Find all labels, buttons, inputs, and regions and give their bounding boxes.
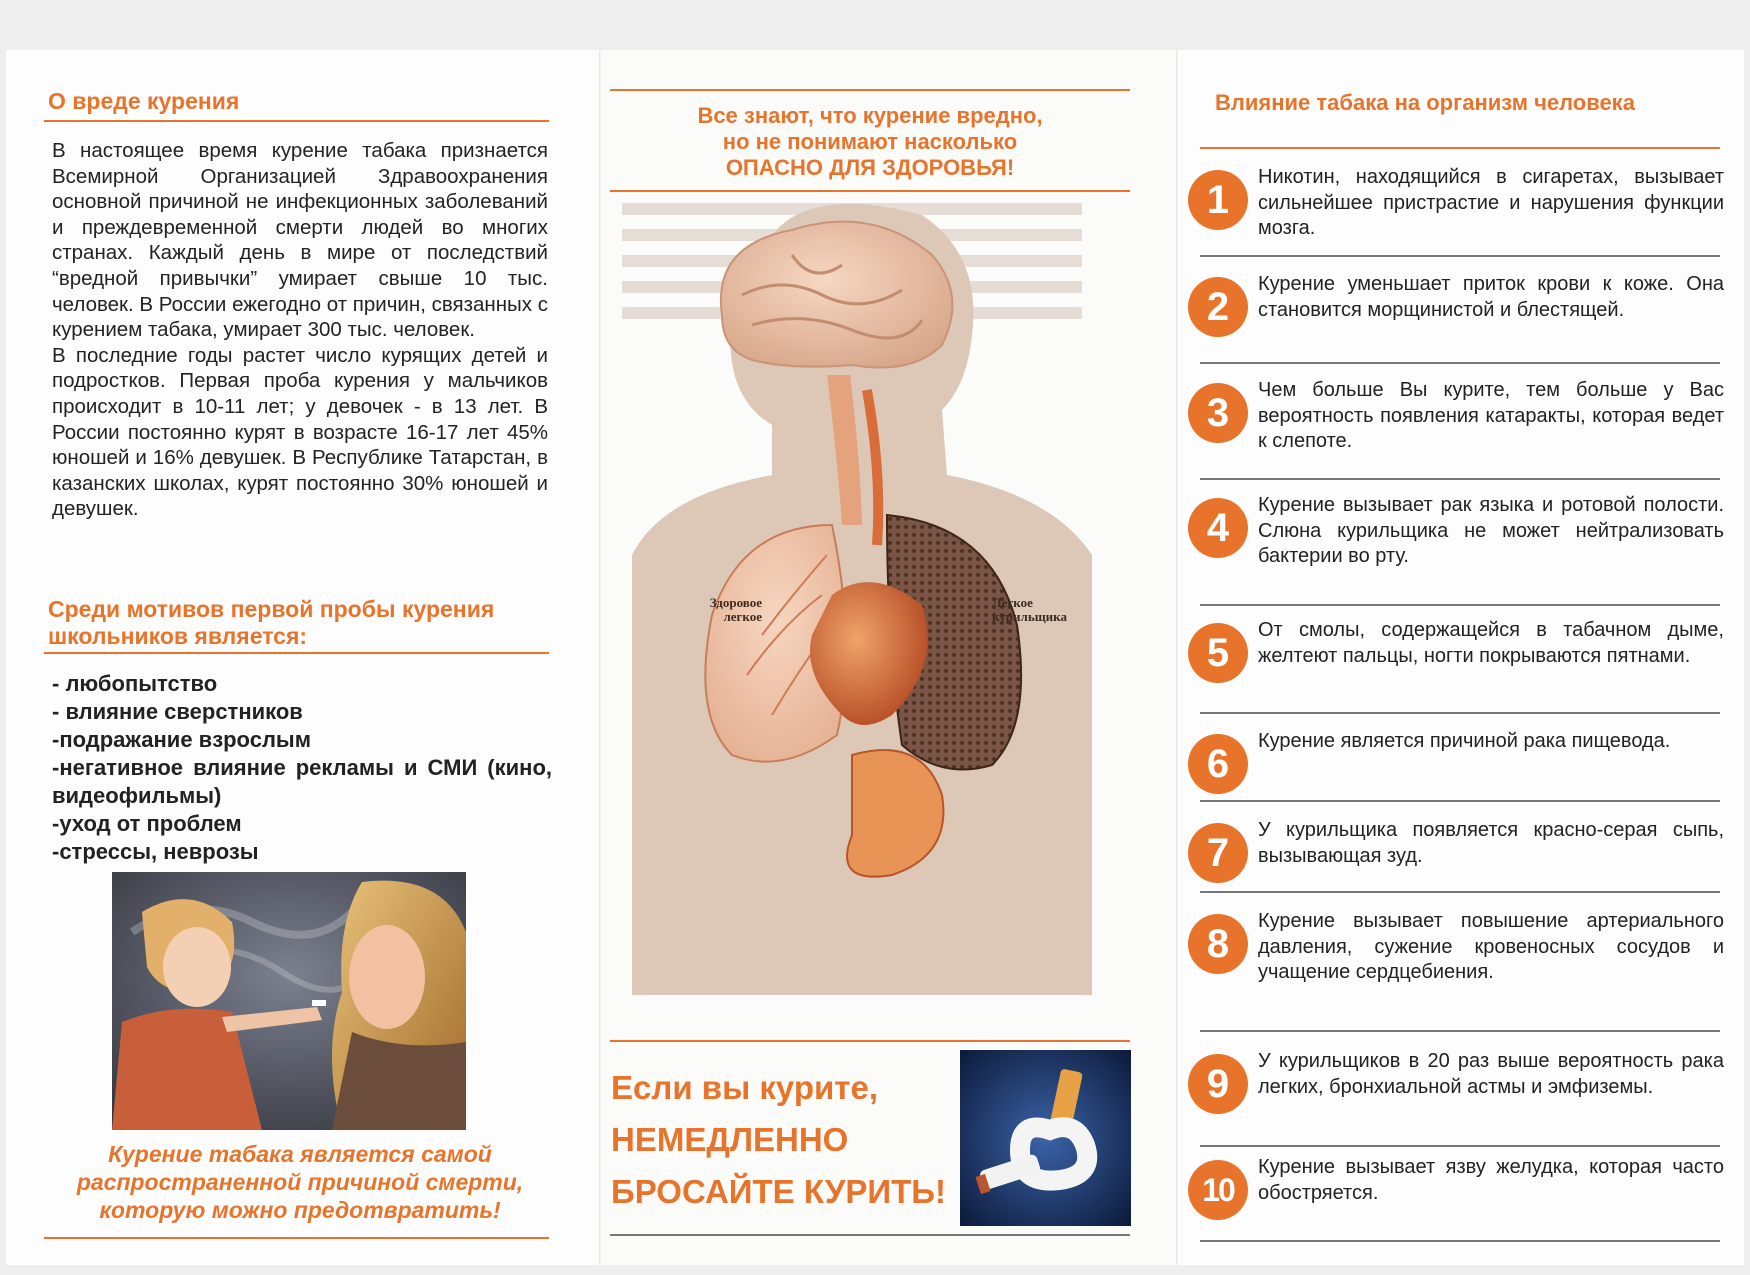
motive-item: -негативное влияние рекламы и СМИ (кино, видеофильмы) bbox=[52, 755, 552, 808]
caption-quote: Курение табака является самой распространенной причиной смерти, которую можно предотвратить! bbox=[76, 1141, 524, 1223]
number-badge: 8 bbox=[1188, 914, 1248, 974]
label-healthy-lung: Здоровое легкое bbox=[709, 595, 762, 624]
divider bbox=[610, 1234, 1130, 1236]
divider bbox=[44, 1237, 549, 1239]
divider bbox=[1200, 362, 1720, 364]
number-badge: 1 bbox=[1188, 170, 1248, 230]
divider bbox=[1200, 147, 1720, 149]
divider bbox=[44, 652, 549, 654]
divider bbox=[1200, 255, 1720, 257]
motive-item: -подражание взрослым bbox=[52, 727, 311, 752]
divider bbox=[610, 89, 1130, 91]
motive-item: - влияние сверстников bbox=[52, 699, 303, 724]
divider bbox=[1200, 1030, 1720, 1032]
divider bbox=[610, 1040, 1130, 1042]
knotted-cigarette-image bbox=[960, 1050, 1131, 1226]
effect-text: Курение вызывает повышение артериального давления, сужение кровеносных сосудов и учащение сердцебиения. bbox=[1258, 910, 1724, 983]
divider bbox=[1200, 891, 1720, 893]
quit-message bbox=[611, 1062, 951, 1218]
number-badge: 2 bbox=[1188, 277, 1248, 337]
divider bbox=[1200, 478, 1720, 480]
heading-line: но не понимают насколько bbox=[722, 129, 1018, 154]
number-badge: 7 bbox=[1188, 823, 1248, 883]
quit-line: Если вы курите, bbox=[611, 1069, 878, 1106]
quit-line: НЕМЕДЛЕННО bbox=[611, 1121, 849, 1158]
effect-text: Курение вызывает язву желудка, которая часто обостряется. bbox=[1258, 1156, 1724, 1204]
fold-line bbox=[1176, 50, 1178, 1265]
divider bbox=[1200, 1240, 1720, 1242]
divider bbox=[1200, 800, 1720, 802]
effect-text: Чем больше Вы курите, тем больше у Вас вероятность появления катаракты, которая ведет к слепоте. bbox=[1258, 379, 1724, 452]
effect-text: Курение вызывает рак языка и ротовой полости. Слюна курильщика не может нейтрализовать бактерии во рту. bbox=[1258, 494, 1724, 567]
motive-item: -стрессы, неврозы bbox=[52, 839, 259, 864]
effect-text: У курильщиков в 20 раз выше вероятность рака легких, бронхиальной астмы и эмфиземы. bbox=[1258, 1050, 1724, 1098]
motives-heading: Среди мотивов первой пробы курения школьников является: bbox=[48, 596, 495, 649]
quit-line: БРОСАЙТЕ КУРИТЬ! bbox=[611, 1173, 946, 1210]
effect-text: Курение является причиной рака пищевода. bbox=[1258, 730, 1671, 752]
middle-heading bbox=[640, 103, 1100, 181]
number-badge: 5 bbox=[1188, 623, 1248, 683]
intro-paragraph-1: В настоящее время курение табака признается Всемирной Организацией Здравоохранения основной причиной не инфекционных заболеваний и преждевременной смерти людей во многих странах. Каждый день в мире от последствий “вредной привычки” умирает свыше 10 тыс. человек. В России ежегодно от причин, связанных с курением табака, умирает 300 тыс. человек. bbox=[52, 139, 548, 342]
number-badge: 9 bbox=[1188, 1054, 1248, 1114]
motive-item: -уход от проблем bbox=[52, 811, 242, 836]
number-badge: 6 bbox=[1188, 734, 1248, 794]
section-heading-harm: О вреде курения bbox=[48, 88, 240, 114]
number-badge: 3 bbox=[1188, 383, 1248, 443]
divider bbox=[610, 190, 1130, 192]
effect-text: Курение уменьшает приток крови к коже. Она становится морщинистой и блестящей. bbox=[1258, 273, 1724, 321]
effect-text: Никотин, находящийся в сигаретах, вызывает сильнейшее пристрастие и нарушения функции мозга. bbox=[1258, 166, 1724, 239]
effects-heading: Влияние табака на организм человека bbox=[1215, 90, 1635, 115]
divider bbox=[44, 120, 549, 122]
intro-paragraph-2: В последние годы растет число курящих детей и подростков. Первая проба курения у мальчиков происходит в 10-11 лет; у девочек - в 13 лет. В России постоянно курят в возрасте 16-17 лет 45% юношей и 16% девушек. В Республике Татарстан, в казанских школах, курят постоянно 30% юношей и девушек. bbox=[52, 343, 548, 521]
intro-text bbox=[52, 138, 548, 522]
number-badge: 4 bbox=[1188, 498, 1248, 558]
label-smoker-lung: Легкое курильщика bbox=[992, 595, 1067, 624]
motives-list bbox=[52, 670, 552, 866]
divider bbox=[1200, 712, 1720, 714]
motive-item: - любопытство bbox=[52, 671, 218, 696]
effect-text: От смолы, содержащейся в табачном дыме, желтеют пальцы, ногти покрываются пятнами. bbox=[1258, 619, 1724, 667]
effect-text: У курильщика появляется красно-серая сыпь, вызывающая зуд. bbox=[1258, 819, 1724, 867]
divider bbox=[1200, 604, 1720, 606]
number-badge: 10 bbox=[1188, 1160, 1248, 1220]
heading-line: Все знают, что курение вредно, bbox=[697, 103, 1043, 128]
heading-line: ОПАСНО ДЛЯ ЗДОРОВЬЯ! bbox=[725, 155, 1015, 180]
divider bbox=[1200, 1145, 1720, 1147]
child-mother-photo bbox=[112, 872, 466, 1130]
fold-line bbox=[599, 50, 601, 1265]
